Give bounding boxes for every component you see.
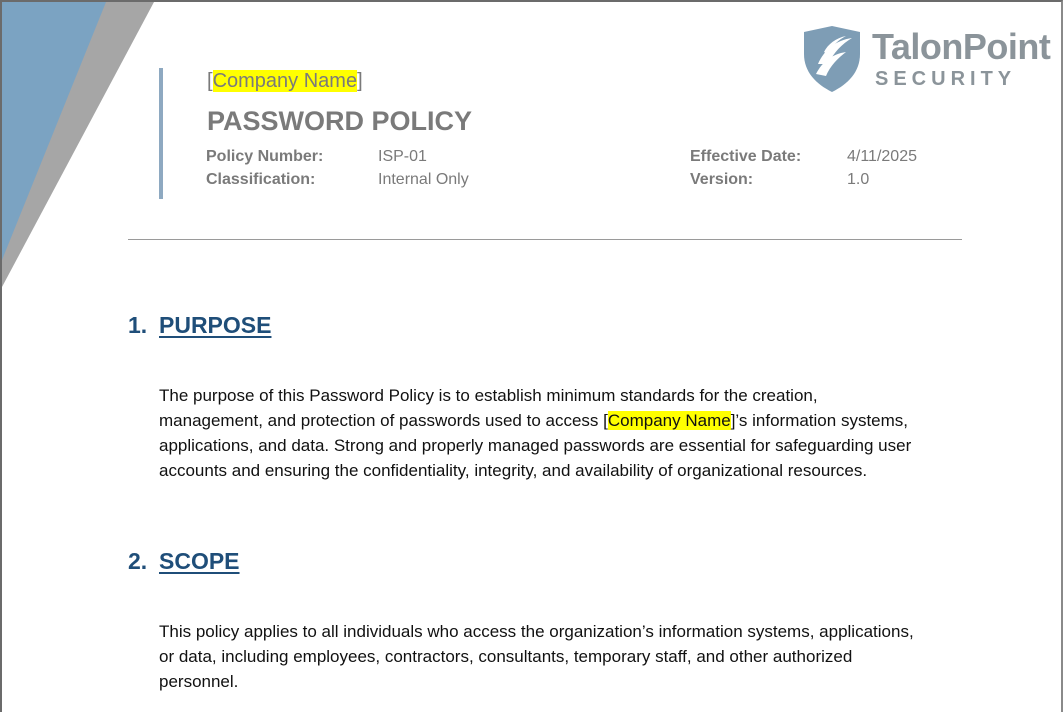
- effective-date-label: Effective Date:: [690, 148, 802, 165]
- company-name-placeholder: [207, 70, 363, 93]
- classification-label: Classification:: [206, 171, 316, 188]
- paragraph-line: The purpose of this Password Policy is to establish minimum standards for the creation,: [159, 386, 818, 405]
- company-name-highlight: Company Name: [212, 70, 358, 92]
- line-text: management, and protection of passwords used to access [: [159, 411, 608, 430]
- version-label: Version:: [690, 171, 754, 188]
- paragraph-line: applications, and data. Strong and properly managed passwords are essential for safeguarding user: [159, 436, 912, 455]
- line-text: ]’s information systems,: [730, 411, 908, 430]
- section-number-purpose: 1.: [128, 312, 148, 338]
- bracket-open: [: [207, 70, 213, 92]
- company-logo: [800, 24, 1051, 96]
- version-value: 1.0: [847, 171, 870, 188]
- classification-value: Internal Only: [378, 171, 469, 188]
- bracket-close: ]: [357, 70, 363, 92]
- company-name-highlight: Company Name: [607, 411, 731, 430]
- header-divider: [128, 239, 962, 240]
- paragraph-line: or data, including employees, contractors, consultants, temporary staff, and other authorized: [159, 647, 853, 666]
- scope-paragraph: [159, 619, 959, 694]
- policy-number-value: ISP-01: [378, 148, 427, 165]
- corner-decoration: [2, 2, 162, 292]
- section-heading-scope: SCOPE: [159, 548, 240, 574]
- shield-talon-icon: [800, 24, 864, 94]
- policy-number-label: Policy Number:: [206, 148, 324, 165]
- paragraph-line: accounts and ensuring the confidentiality, integrity, and availability of organizational resources.: [159, 461, 868, 480]
- logo-subtitle: SECURITY: [875, 68, 1017, 90]
- section-heading-purpose: PURPOSE: [159, 312, 272, 338]
- paragraph-line: This policy applies to all individuals who access the organization’s information systems, applications,: [159, 622, 914, 641]
- purpose-paragraph: [159, 383, 959, 483]
- section-number-scope: 2.: [128, 548, 148, 574]
- effective-date-value: 4/11/2025: [847, 148, 917, 165]
- header-accent-bar: [159, 68, 163, 199]
- paragraph-line: [159, 408, 959, 433]
- document-title: PASSWORD POLICY: [207, 106, 473, 136]
- logo-name: TalonPoint: [872, 26, 1051, 67]
- paragraph-line: personnel.: [159, 672, 239, 691]
